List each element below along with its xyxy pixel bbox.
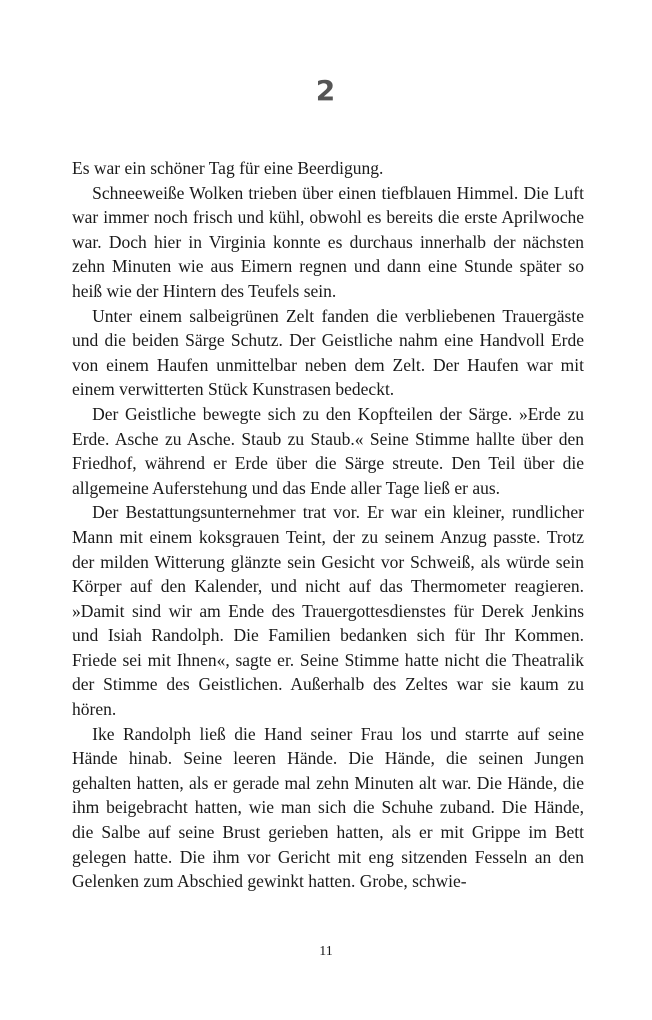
- paragraph-6: Ike Randolph ließ die Hand seiner Frau los und starrte auf seine Hände hinab. Seine leeren Hände. Die Hände, die seinen Jungen gehalten hatten, als er gerade mal zehn Minuten alt war. Die Hände, die ihm beigebracht hatten, wie man sich die Schuhe zuband. Die Hände, die Salbe auf seine Brust gerieben hatten, als er mit Grippe im Bett gelegen hatte. Die ihm vor Gericht mit eng sitzenden Fesseln an den Gelenken zum Abschied gewinkt hatten. Grobe, schwie-: [72, 723, 584, 892]
- paragraph-2: Schneeweiße Wolken trieben über einen tiefblauen Himmel. Die Luft war immer noch frisch und kühl, obwohl es bereits die erste Aprilwoche war. Doch hier in Virginia konnte es durchaus innerhalb der nächsten zehn Minuten wie aus Eimern regnen und dann eine Stunde später so heiß wie der Hintern des Teufels sein.: [72, 182, 584, 301]
- page-number: 11: [319, 944, 333, 959]
- chapter-number: 2: [315, 74, 337, 107]
- chapter-body-text: [72, 156, 584, 894]
- paragraph-1: Es war ein schöner Tag für eine Beerdigung.: [72, 158, 384, 178]
- paragraph-5: Der Bestattungsunternehmer trat vor. Er war ein kleiner, rundlicher Mann mit einem koksgrauen Teint, der zu seinem Anzug passte. Trotz der milden Witterung glänzte sein Gesicht vor Schweiß, als würde sein Körper auf den Kalender, und nicht auf das Thermometer reagieren. »Damit sind wir am Ende des Trauergottesdienstes für Derek Jenkins und Isiah Randolph. Die Familien bedanken sich für Ihr Kommen. Friede sei mit Ihnen«, sagte er. Seine Stimme hatte nicht die Theatralik der Stimme des Geistlichen. Außerhalb des Zeltes war sie kaum zu hören.: [72, 502, 584, 720]
- paragraph-3: Unter einem salbeigrünen Zelt fanden die verbliebenen Trauergäste und die beiden Särge Schutz. Der Geistliche nahm eine Handvoll Erde von einem Haufen unmittelbar neben dem Zelt. Der Haufen war mit einem verwitterten Stück Kunstrasen bedeckt.: [72, 305, 584, 400]
- paragraph-4: Der Geistliche bewegte sich zu den Kopfteilen der Särge. »Erde zu Erde. Asche zu Asche. Staub zu Staub.« Seine Stimme hallte über den Friedhof, während er Erde über die Särge streute. Den Teil über die allgemeine Auferstehung und das Ende aller Tage ließ er aus.: [72, 403, 584, 498]
